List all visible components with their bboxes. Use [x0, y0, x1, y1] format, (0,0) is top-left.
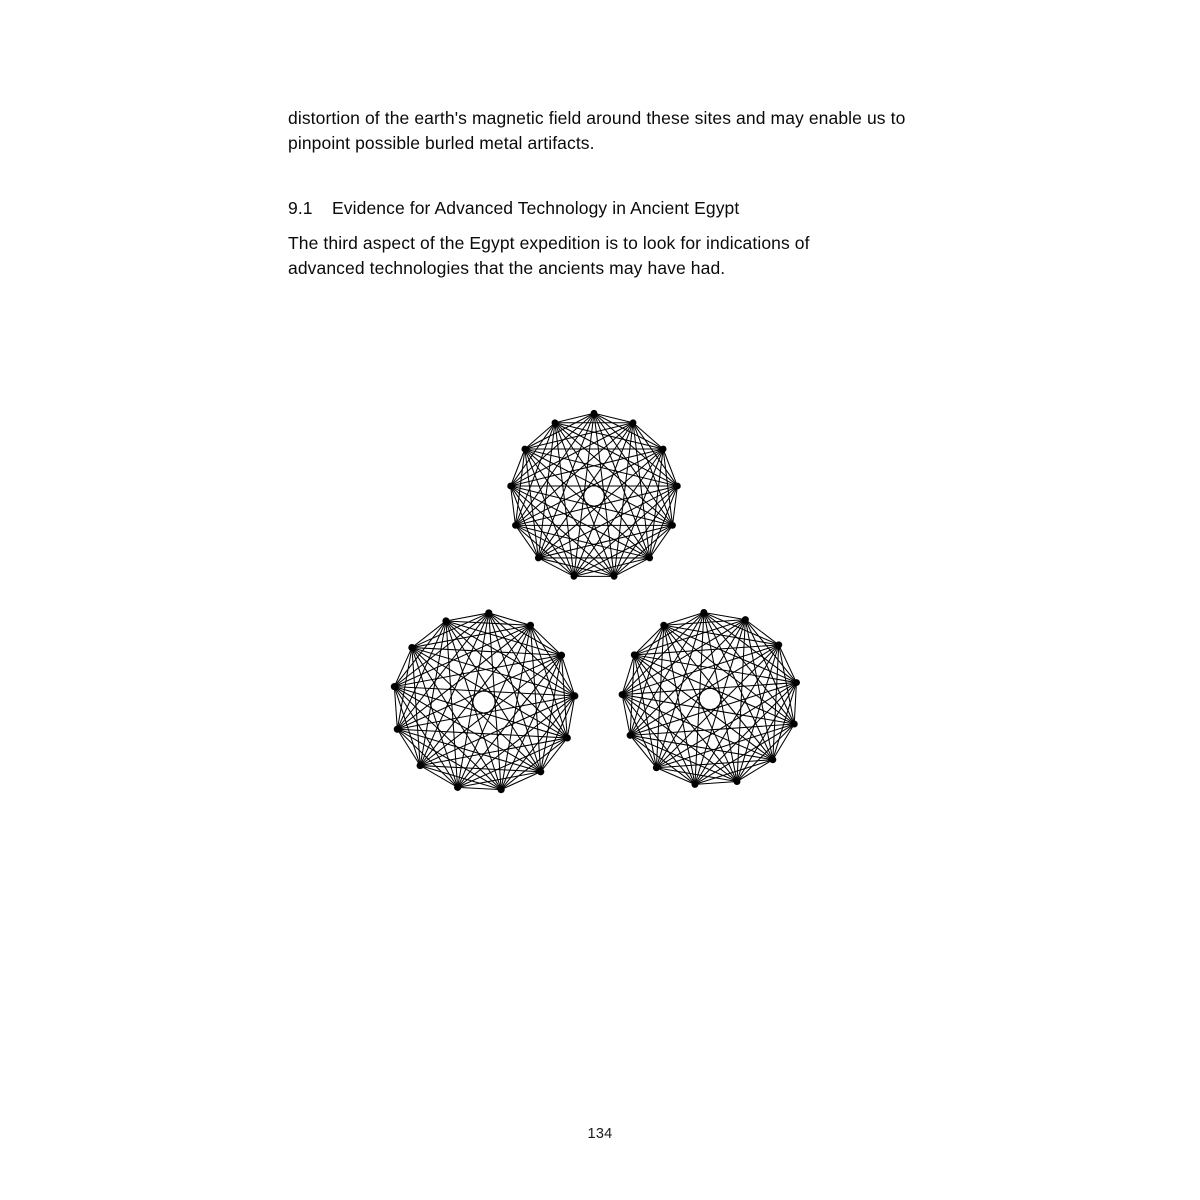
- paragraph-two-block: [288, 231, 928, 281]
- page-number: 134: [587, 1126, 613, 1142]
- paragraph-continuation-line-1: distortion of the earth's magnetic field around these sites and may enable: [288, 108, 862, 128]
- bottom-right-sphere-vertices: [619, 609, 800, 788]
- paragraph-continuation-line-2: us to pinpoint possible burled metal artifacts.: [288, 108, 906, 153]
- section-number: 9.1: [288, 198, 313, 218]
- paragraph-continuation-block: [288, 106, 938, 156]
- top-sphere-vertices: [507, 410, 681, 580]
- section-heading: [288, 196, 739, 220]
- top-sphere-edges: [511, 413, 678, 576]
- top-sphere: [507, 410, 681, 580]
- bottom-left-sphere-edges: [394, 613, 574, 790]
- bottom-right-sphere: [619, 609, 800, 788]
- section-title: Evidence for Advanced Technology in Ancient Egypt: [332, 198, 740, 218]
- paragraph-two-line-1: The third aspect of the Egypt expedition is to look for indications of: [288, 233, 810, 253]
- bottom-left-sphere-vertices: [391, 609, 579, 793]
- paragraph-two-line-2: advanced technologies that the ancients may have had.: [288, 258, 726, 278]
- bottom-left-sphere: [391, 609, 579, 793]
- paragraph-continuation: [288, 106, 938, 156]
- bottom-right-sphere-edges: [622, 613, 796, 785]
